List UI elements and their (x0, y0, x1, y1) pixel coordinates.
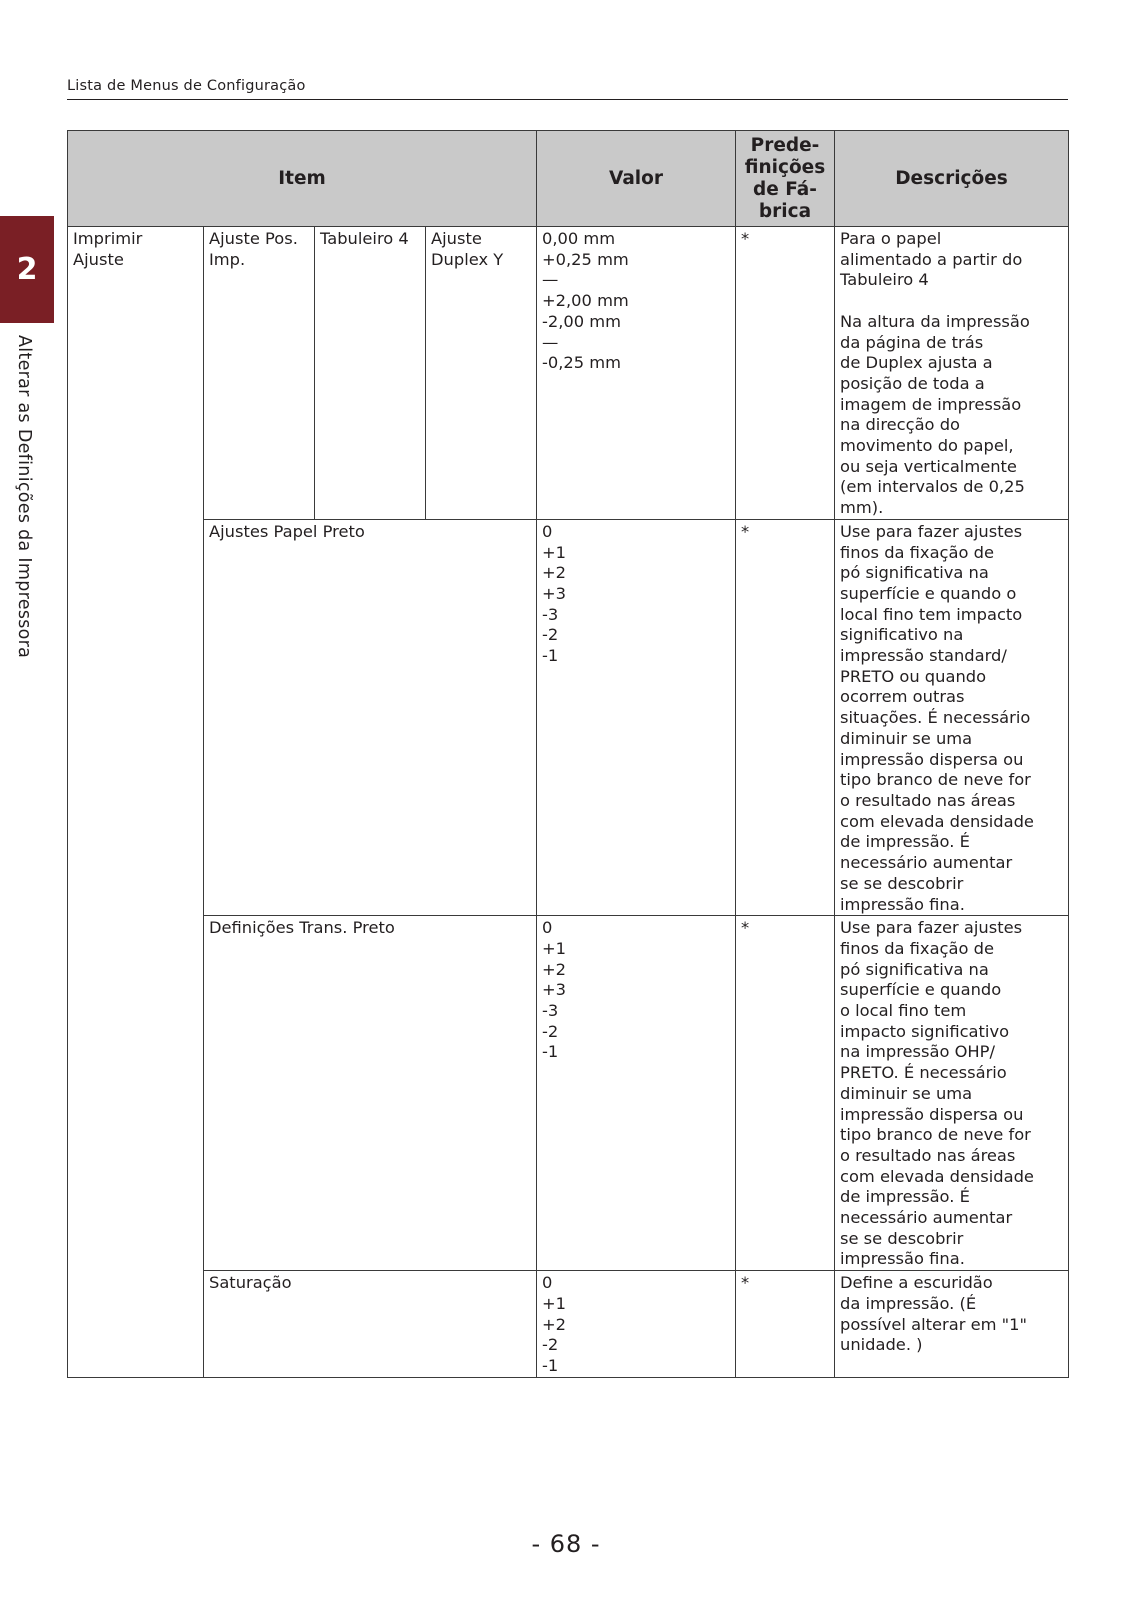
description-cell: Define a escuridão da impressão. (É possível alterar em "1" unidade. ) (835, 1271, 1069, 1378)
chapter-side-title: Alterar as Definições da Impressora (14, 335, 34, 659)
running-header: Lista de Menus de Configuração (67, 78, 306, 94)
table-row (68, 519, 1069, 915)
table-header-row (68, 131, 1069, 227)
setting-cell: Ajuste Duplex Y (426, 227, 537, 520)
default-cell: * (736, 519, 835, 915)
tray-cell: Tabuleiro 4 (315, 227, 426, 520)
chapter-number: 2 (16, 252, 38, 287)
table-row (68, 227, 1069, 520)
default-cell: * (736, 1271, 835, 1378)
header-descricoes: Descrições (835, 131, 1069, 227)
header-predefinicoes: Prede- finições de Fá- brica (736, 131, 835, 227)
description-cell: Use para fazer ajustes finos da fixação de pó significativa na superfície e quando o local fino tem impacto significativo na impressão standard/ PRETO ou quando ocorrem outras situações. É necessário diminuir se uma impressão dispersa ou tipo branco de neve for o resultado nas áreas com elevada densidade de impressão. É necessário aumentar se se descobrir impressão fina. (835, 519, 1069, 915)
header-rule (67, 99, 1068, 100)
header-valor: Valor (537, 131, 736, 227)
sub-item-cell: Ajuste Pos. Imp. (204, 227, 315, 520)
values-cell: 0 +1 +2 -2 -1 (537, 1271, 736, 1378)
table-row (68, 916, 1069, 1271)
default-cell: * (736, 227, 835, 520)
values-cell: 0,00 mm +0,25 mm — +2,00 mm -2,00 mm — -0,25 mm (537, 227, 736, 520)
settings-menu-table (67, 130, 1069, 1378)
default-cell: * (736, 916, 835, 1271)
item-cell: Definições Trans. Preto (204, 916, 537, 1271)
group-cell: Imprimir Ajuste (68, 227, 204, 1378)
header-item: Item (68, 131, 537, 227)
item-cell: Ajustes Papel Preto (204, 519, 537, 915)
page-number: - 68 - (531, 1530, 601, 1558)
description-cell: Use para fazer ajustes finos da fixação de pó significativa na superfície e quando o local fino tem impacto significativo na impressão OHP/ PRETO. É necessário diminuir se uma impressão dispersa ou tipo branco de neve for o resultado nas áreas com elevada densidade de impressão. É necessário aumentar se se descobrir impressão fina. (835, 916, 1069, 1271)
values-cell: 0 +1 +2 +3 -3 -2 -1 (537, 916, 736, 1271)
chapter-tab (0, 216, 54, 323)
item-cell: Saturação (204, 1271, 537, 1378)
description-cell: Para o papel alimentado a partir do Tabuleiro 4 Na altura da impressão da página de trás de Duplex ajusta a posição de toda a imagem de impressão na direcção do movimento do papel, ou seja verticalmente (em intervalos de 0,25 mm). (835, 227, 1069, 520)
table-row (68, 1271, 1069, 1378)
values-cell: 0 +1 +2 +3 -3 -2 -1 (537, 519, 736, 915)
